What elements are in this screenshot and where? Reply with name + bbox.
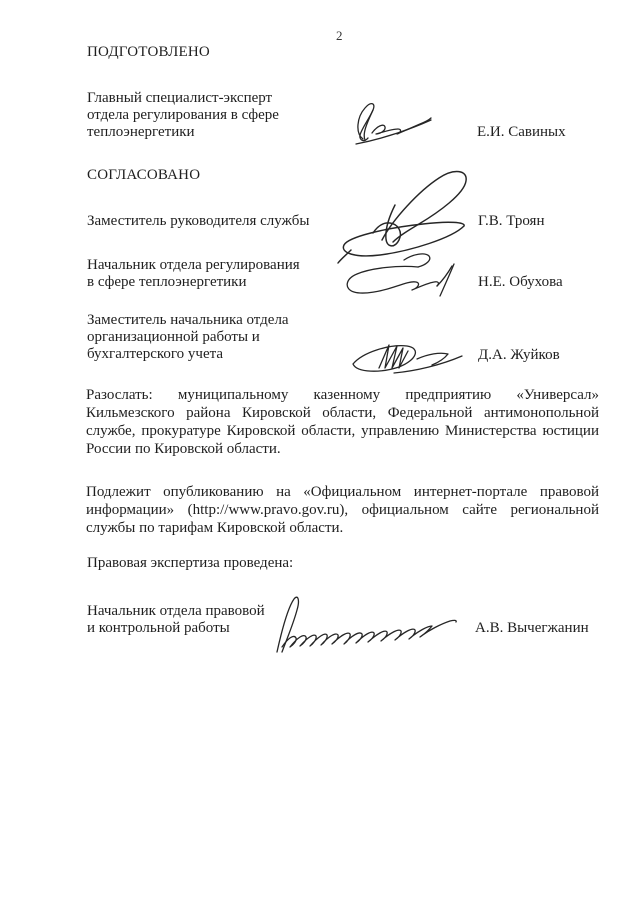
signature-troyan-icon — [335, 167, 477, 264]
role-line: в сфере теплоэнергетики — [87, 274, 247, 290]
paragraph-line: службе, прокуратуре Кировской области, управлению Министерства юстиции — [86, 423, 599, 439]
signatory-name-zhuykov: Д.А. Жуйков — [478, 347, 560, 363]
signatory-role-obukhova — [87, 257, 300, 291]
signatory-role-savinykh — [87, 90, 279, 141]
role-line: Заместитель начальника отдела — [87, 312, 289, 328]
heading-prepared: ПОДГОТОВЛЕНО — [87, 44, 210, 60]
signature-zhuykov-icon — [344, 336, 468, 382]
role-line: Заместитель руководителя службы — [87, 213, 310, 229]
signatory-role-vychegzhanin — [87, 603, 265, 637]
paragraph-line: Разослать: муниципальному казенному предприятию «Универсал» — [86, 387, 599, 403]
signatory-name-obukhova: Н.Е. Обухова — [478, 274, 563, 290]
paragraph-line: службы по тарифам Кировской области. — [86, 520, 344, 536]
signature-obukhova-icon — [341, 251, 461, 298]
heading-legal-expertise: Правовая экспертиза проведена: — [87, 555, 294, 571]
paragraph-line: Кильмезского района Кировской области, Федеральной антимонопольной — [86, 405, 599, 421]
role-line: бухгалтерского учета — [87, 346, 224, 362]
heading-agreed: СОГЛАСОВАНО — [87, 167, 201, 183]
paragraph-line: информации» (http://www.pravo.gov.ru), официальном сайте региональной — [86, 502, 599, 518]
page-number: 2 — [336, 28, 343, 43]
mailing-paragraph — [86, 386, 599, 458]
signature-savinykh-icon — [348, 99, 436, 147]
signatory-role-zhuykov — [87, 312, 289, 363]
role-line: Начальник отдела правовой — [87, 603, 265, 619]
role-line: теплоэнергетики — [87, 124, 195, 140]
role-line: и контрольной работы — [87, 620, 230, 636]
role-line: организационной работы и — [87, 329, 260, 345]
role-line: Начальник отдела регулирования — [87, 257, 300, 273]
signatory-name-troyan: Г.В. Троян — [478, 213, 545, 229]
publication-paragraph — [86, 483, 599, 537]
signatory-name-savinykh: Е.И. Савиных — [477, 124, 566, 140]
role-line: отдела регулирования в сфере — [87, 107, 279, 123]
signature-vychegzhanin-icon — [266, 594, 464, 656]
paragraph-line: Подлежит опубликованию на «Официальном интернет-портале правовой — [86, 484, 599, 500]
signatory-role-troyan — [87, 213, 309, 230]
paragraph-line: России по Кировской области. — [86, 441, 281, 457]
role-line: Главный специалист-эксперт — [87, 90, 273, 106]
signatory-name-vychegzhanin: А.В. Вычегжанин — [475, 620, 589, 636]
